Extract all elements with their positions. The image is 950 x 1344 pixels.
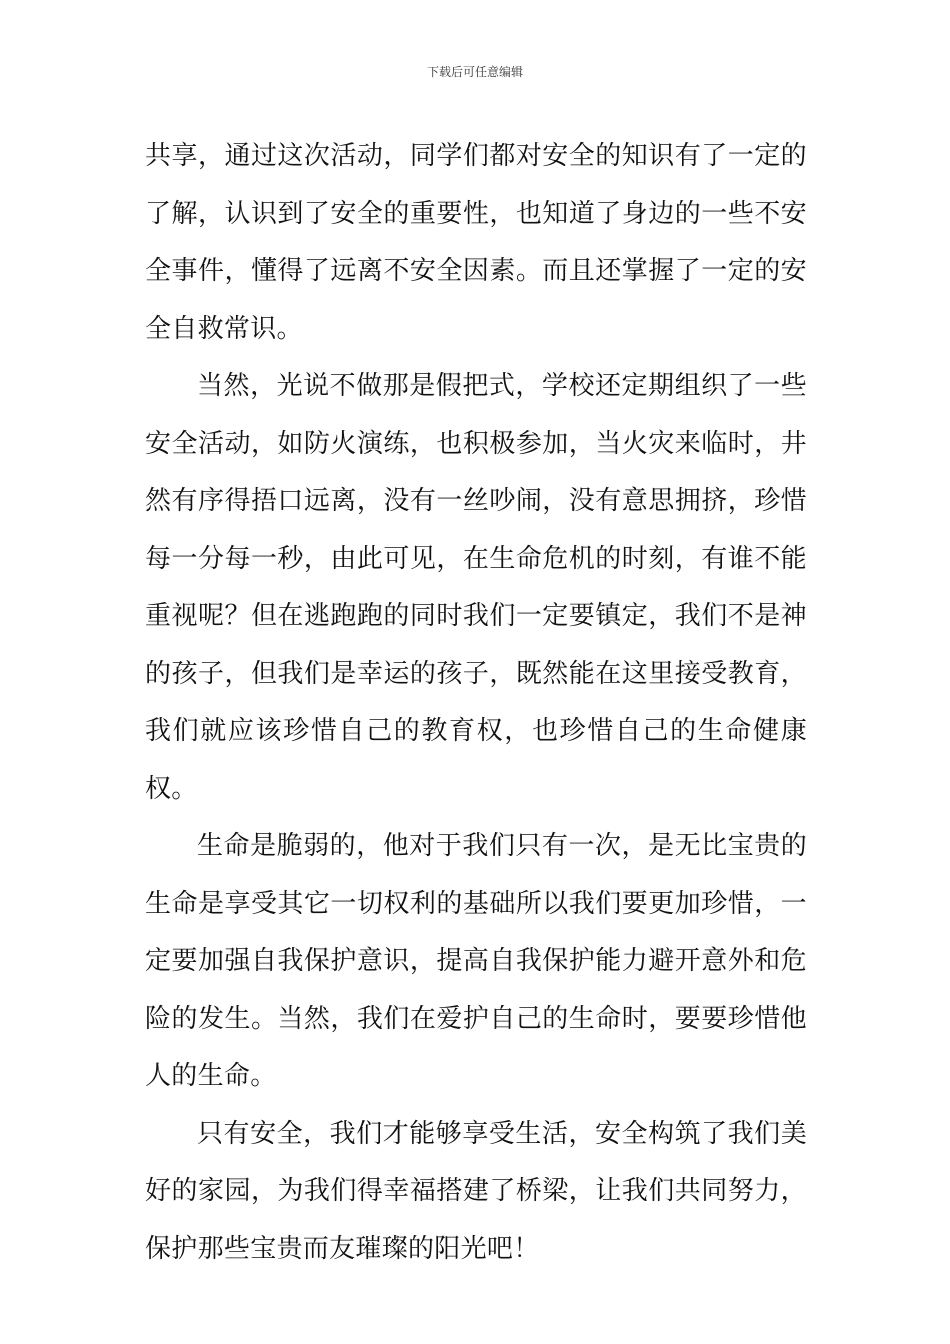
page-header: 下载后可任意编辑	[426, 65, 523, 79]
paragraph-1: 共享，通过这次活动，同学们都对安全的知识有了一定的了解，认识到了安全的重要性，也知道了身边的一些不安全事件，懂得了远离不安全因素。而且还掌握了一定的安全自救常识。	[145, 141, 807, 344]
paragraph-2: 当然，光说不做那是假把式，学校还定期组织了一些安全活动，如防火演练，也积极参加，当火灾来临时，井然有序得捂口远离，没有一丝吵闹，没有意思拥挤，珍惜每一分每一秒，由此可见，在生命危机的时刻，有谁不能重视呢？但在逃跑跑的同时我们一定要镇定，我们不是神的孩子，但我们是幸运的孩子，既然能在这里接受教育，我们就应该珍惜自己的教育权，也珍惜自己的生命健康权。	[145, 371, 807, 804]
paragraph-3: 生命是脆弱的，他对于我们只有一次，是无比宝贵的生命是享受其它一切权利的基础所以我们要更加珍惜，一定要加强自我保护意识，提高自我保护能力避开意外和危险的发生。当然，我们在爱护自己的生命时，要要珍惜他人的生命。	[145, 831, 807, 1091]
paragraph-4: 只有安全，我们才能够享受生活，安全构筑了我们美好的家园，为我们得幸福搭建了桥梁，让我们共同努力，保护那些宝贵而友璀璨的阳光吧！	[145, 1118, 807, 1264]
document-body	[145, 128, 807, 1278]
